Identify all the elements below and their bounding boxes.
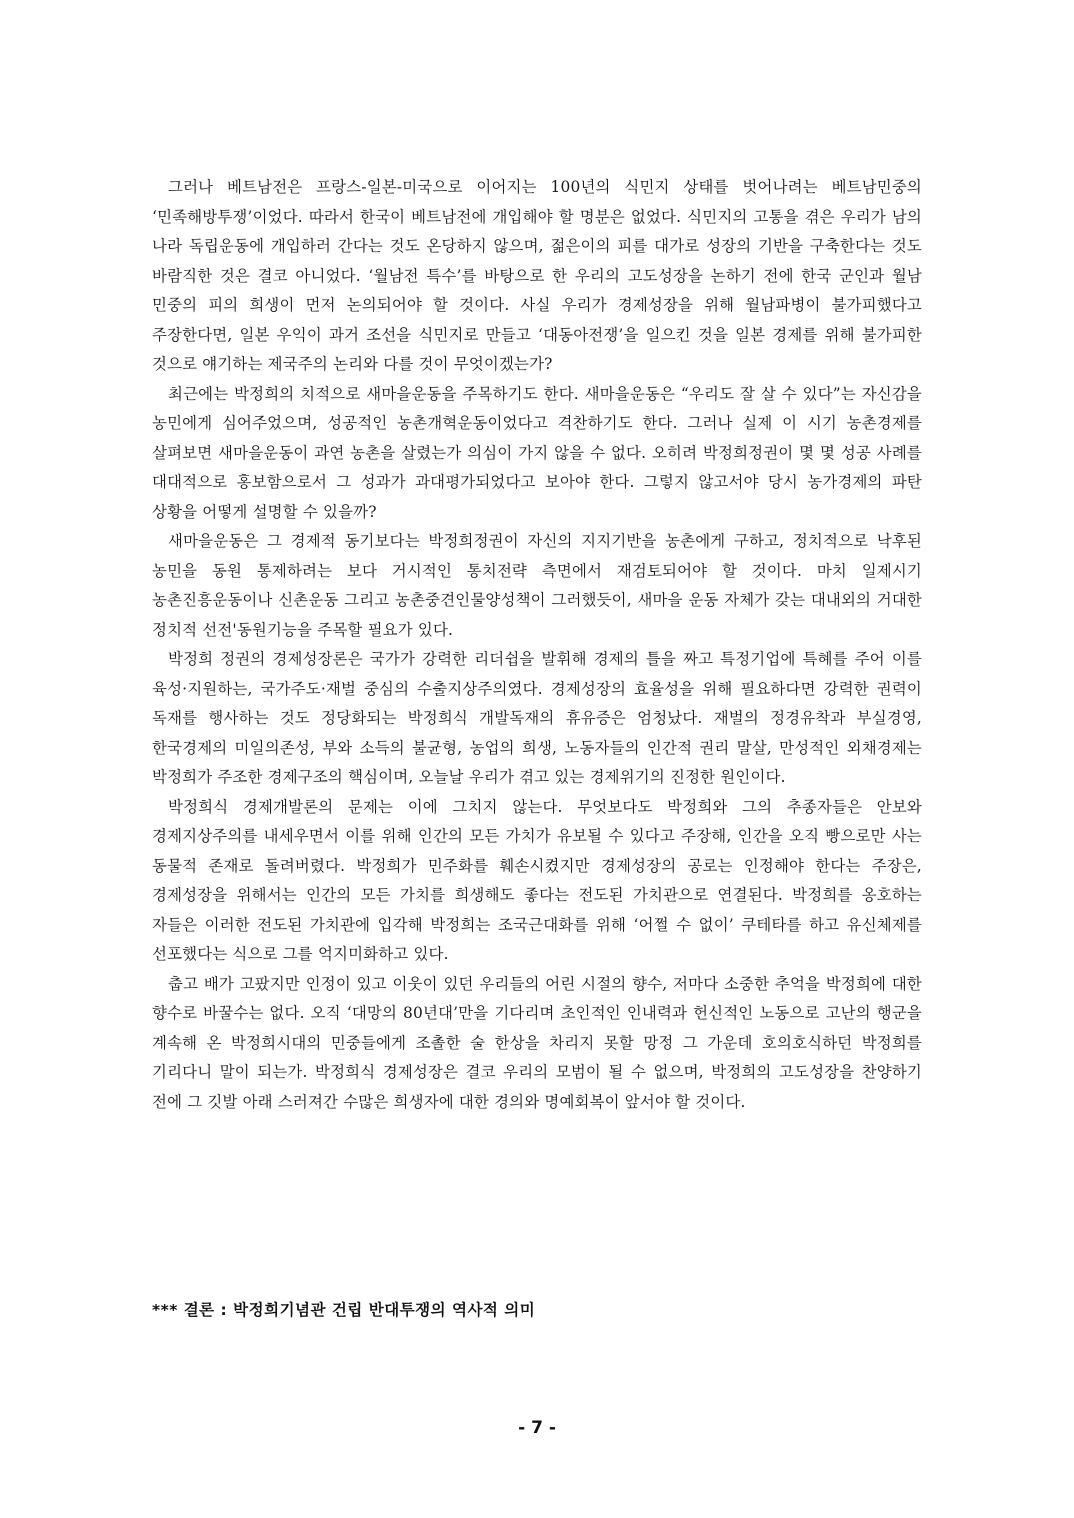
- paragraph: 최근에는 박정희의 치적으로 새마을운동을 주목하기도 한다. 새마을운동은 “우리도 잘 살 수 있다”는 자신감을 농민에게 심어주었으며, 성공적인 농촌개혁운동이었다고 격찬하기도 한다. 그러나 실제 이 시기 농촌경제를 살펴보면 새마을운동이 과연 농촌을 살렸는가 의심이 가지 않을 수 없다. 오히려 박정희정권이 몇 몇 성공 사례를 대대적으로 홍보함으로서 그 성과가 과대평가되었다고 보아야 한다. 그렇지 않고서야 당시 농가경제의 파탄 상황을 어떻게 설명할 수 있을까?: [152, 384, 922, 521]
- paragraph: 새마을운동은 그 경제적 동기보다는 박정희정권이 자신의 지지기반을 농촌에게 구하고, 정치적으로 낙후된 농민을 동원 통제하려는 보다 거시적인 통치전략 측면에서 재검토되어야 할 것이다. 마치 일제시기 농촌진흥운동이나 신촌운동 그리고 농촌중견인물양성책이 그러했듯이, 새마을 운동 자체가 갖는 대내외의 거대한 정치적 선전'동원기능을 주목할 필요가 있다.: [152, 532, 922, 639]
- paragraph: 박정희 정권의 경제성장론은 국가가 강력한 리더쉽을 발휘해 경제의 틀을 짜고 특정기업에 특혜를 주어 이를 육성·지원하는, 국가주도·재벌 중심의 수출지상주의였다. 경제성장의 효율성을 위해 필요하다면 강력한 권력이 독재를 행사하는 것도 정당화되는 박정희식 개발독재의 휴유증은 엄청났다. 재벌의 정경유착과 부실경영, 한국경제의 미일의존성, 부와 소득의 불균형, 농업의 희생, 노동자들의 인간적 권리 말살, 만성적인 외채경제는 박정희가 주조한 경제구조의 핵심이며, 오늘날 우리가 겪고 있는 경제위기의 진정한 원인이다.: [152, 650, 922, 786]
- page-number: - 7 -: [518, 1418, 556, 1438]
- paragraph: 박정희식 경제개발론의 문제는 이에 그치지 않는다. 무엇보다도 박정희와 그의 추종자들은 안보와 경제지상주의를 내세우면서 이를 위해 인간의 모든 가치가 유보될 수 있다고 주장해, 인간을 오직 빵으로만 사는 동물적 존재로 돌려버렸다. 박정희가 민주화를 훼손시켰지만 경제성장의 공로는 인정해야 한다는 주장은, 경제성장을 위해서는 인간의 모든 가치를 희생해도 좋다는 전도된 가치관으로 연결된다. 박정희를 옹호하는 자들은 이러한 전도된 가치관에 입각해 박정희는 조국근대화를 위해 ‘어쩔 수 없이’ 쿠테타를 하고 유신체제를 선포했다는 식으로 그를 억지미화하고 있다.: [152, 797, 922, 963]
- paragraph: 춥고 배가 고팠지만 인정이 있고 이웃이 있던 우리들의 어린 시절의 향수, 저마다 소중한 추억을 박정희에 대한 향수로 바꿀수는 없다. 오직 ‘대망의 80년대’만을 기다리며 초인적인 인내력과 헌신적인 노동으로 고난의 행군을 계속해 온 박정희시대의 민중들에게 조촐한 술 한상을 차리지 못할 망정 그 가운데 호의호식하던 박정희를 기리다니 말이 되는가. 박정희식 경제성장은 결코 우리의 모범이 될 수 없으며, 박정희의 고도성장을 찬양하기 전에 그 깃발 아래 스러져간 수많은 희생자에 대한 경의와 명예회복이 앞서야 할 것이다.: [152, 974, 922, 1111]
- paragraph: 그러나 베트남전은 프랑스-일본-미국으로 이어지는 100년의 식민지 상태를 벗어나려는 베트남민중의 ‘민족해방투쟁’이었다. 따라서 한국이 베트남전에 개입해야 할 명분은 없었다. 식민지의 고통을 겪은 우리가 남의 나라 독립운동에 개입하러 간다는 것도 온당하지 않으며, 젊은이의 피를 대가로 성장의 기반을 구축한다는 것도 바람직한 것은 결코 아니었다. ‘월남전 특수’를 바탕으로 한 우리의 고도성장을 논하기 전에 한국 군인과 월남 민중의 피의 희생이 먼저 논의되어야 할 것이다. 사실 우리가 경제성장을 위해 월남파병이 불가피했다고 주장한다면, 일본 우익이 과거 조선을 식민지로 만들고 ‘대동아전쟁’을 일으킨 것을 일본 경제를 위해 불가피한 것으로 얘기하는 제국주의 논리와 다를 것이 무엇이겠는가?: [152, 178, 922, 373]
- conclusion-heading: *** 결론 : 박정희기념관 건립 반대투쟁의 역사적 의미: [152, 1301, 536, 1319]
- body-text: [152, 173, 922, 1117]
